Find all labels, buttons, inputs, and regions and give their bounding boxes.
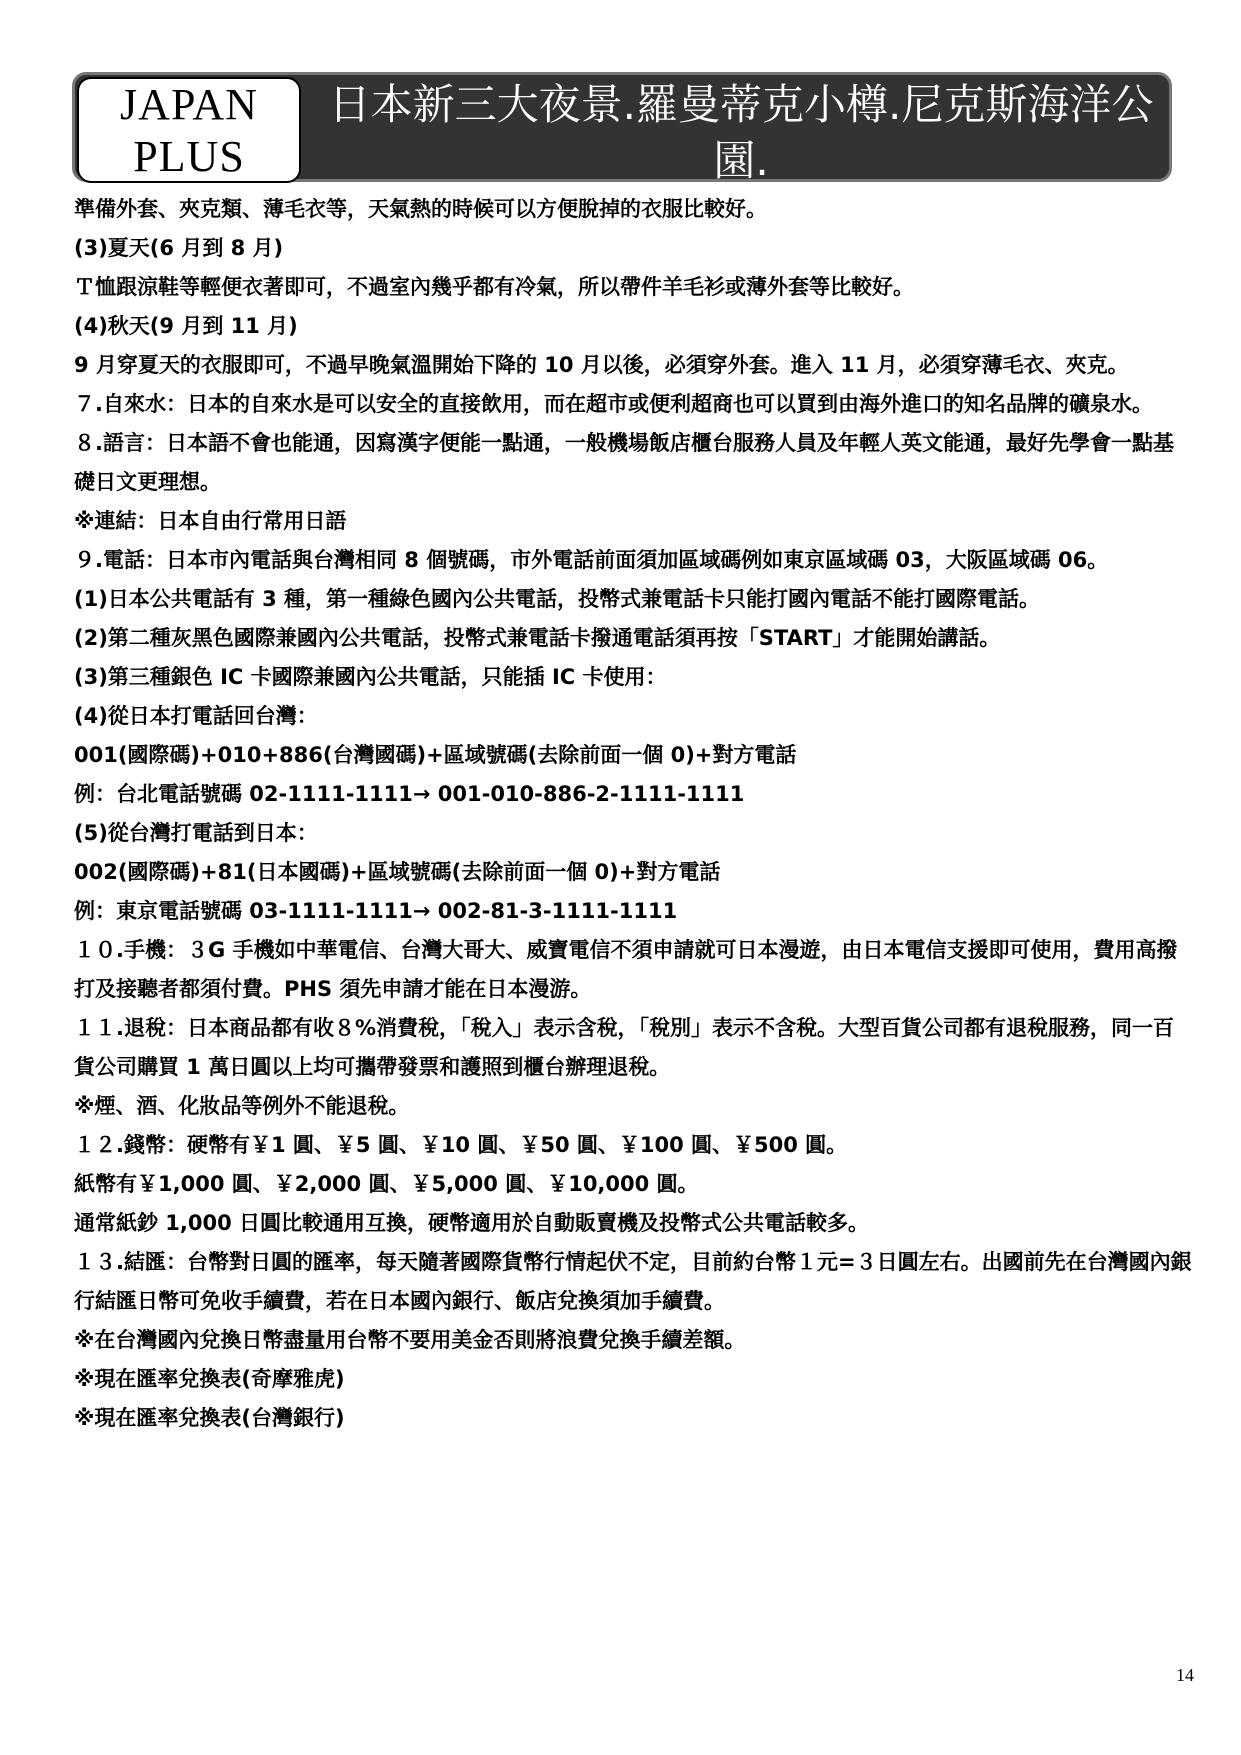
page-number: 14	[1176, 1665, 1194, 1685]
paragraph: (5)從台灣打電話到日本：	[74, 821, 318, 845]
link-exchange-rate-bank-of-taiwan[interactable]: ※現在匯率兌換表(台灣銀行)	[74, 1406, 345, 1430]
paragraph: (1)日本公共電話有 3 種，第一種綠色國內公共電話，投幣式兼電話卡只能打國內電話不能打國際電話。	[74, 587, 1041, 611]
paragraph: (2)第二種灰黑色國際兼國內公共電話，投幣式兼電話卡撥通電話須再按「START」才能開始講話。	[74, 626, 1001, 650]
tour-title-line-2: 北海道溫泉五日	[593, 188, 888, 237]
paragraph: (3)第三種銀色 IC 卡國際兼國內公共電話，只能插 IC 卡使用：	[74, 665, 667, 689]
paragraph: ８.語言：日本語不會也能通，因寫漢字便能一點通，一般機場飯店櫃台服務人員及年輕人英文能通，最好先學會一點基礎日文更理想。	[74, 431, 1174, 494]
paragraph: 9 月穿夏天的衣服即可，不過早晚氣溫開始下降的 10 月以後，必須穿外套。進入 11 月，必須穿薄毛衣、夾克。	[74, 353, 1129, 377]
paragraph: 例：台北電話號碼 02-1111-1111→ 001-010-886-2-1111-1111	[74, 782, 745, 806]
paragraph: 例：東京電話號碼 03-1111-1111→ 002-81-3-1111-1111	[74, 899, 678, 923]
paragraph: ※煙、酒、化妝品等例外不能退稅。	[74, 1094, 410, 1118]
paragraph: １２.錢幣：硬幣有￥1 圓、￥5 圓、￥10 圓、￥50 圓、￥100 圓、￥500 圓。	[74, 1133, 848, 1157]
paragraph: 準備外套、夾克類、薄毛衣等，天氣熱的時候可以方便脫掉的衣服比較好。	[74, 197, 767, 221]
logo-line-1: JAPAN	[120, 80, 258, 129]
tour-title-line-1: 日本新三大夜景.羅曼蒂克小樽.尼克斯海洋公園.	[328, 80, 1154, 185]
link-exchange-rate-yahoo[interactable]: ※現在匯率兌換表(奇摩雅虎)	[74, 1367, 345, 1391]
paragraph: 002(國際碼)+81(日本國碼)+區域號碼(去除前面一個 0)+對方電話	[74, 860, 721, 884]
paragraph: 001(國際碼)+010+886(台灣國碼)+區域號碼(去除前面一個 0)+對方電話	[74, 743, 797, 767]
paragraph: ７.自來水：日本的自來水是可以安全的直接飲用，而在超市或便利超商也可以買到由海外進口的知名品牌的礦泉水。	[74, 392, 1153, 416]
paragraph: (3)夏天(6 月到 8 月)	[74, 236, 284, 260]
logo-line-2: PLUS	[133, 132, 245, 181]
paragraph: ※在台灣國內兌換日幣盡量用台幣不要用美金否則將浪費兌換手續差額。	[74, 1328, 746, 1352]
paragraph: １０.手機：３G 手機如中華電信、台灣大哥大、威寶電信不須申請就可日本漫遊，由日本電信支援即可使用，費用高撥打及接聽者都須付費。PHS 須先申請才能在日本漫游。	[74, 938, 1178, 1001]
document-body	[74, 190, 1194, 1438]
paragraph: (4)從日本打電話回台灣：	[74, 704, 318, 728]
paragraph: 紙幣有￥1,000 圓、￥2,000 圓、￥5,000 圓、￥10,000 圓。	[74, 1172, 699, 1196]
paragraph: １３.結匯：台幣對日圓的匯率，每天隨著國際貨幣行情起伏不定，目前約台幣１元=３日圓左右。出國前先在台灣國內銀行結匯日幣可免收手續費，若在日本國內銀行、飯店兌換須加手續費。	[74, 1250, 1192, 1313]
paragraph: Ｔ恤跟涼鞋等輕便衣著即可，不過室內幾乎都有冷氣，所以帶件羊毛衫或薄外套等比較好。	[74, 275, 914, 299]
paragraph: (4)秋天(9 月到 11 月)	[74, 314, 298, 338]
paragraph: 通常紙鈔 1,000 日圓比較通用互換，硬幣適用於自動販賣機及投幣式公共電話較多。	[74, 1211, 870, 1235]
paragraph: １１.退稅：日本商品都有收８%消費稅，「稅入」表示含稅，「稅別」表示不含稅。大型百貨公司都有退稅服務，同一百貨公司購買 1 萬日圓以上均可攜帶發票和護照到櫃台辦理退稅。	[74, 1016, 1175, 1079]
paragraph: ９.電話：日本市內電話與台灣相同 8 個號碼，市外電話前面須加區域碼例如東京區域碼 03，大阪區域碼 06。	[74, 548, 1109, 572]
japan-plus-logo	[77, 77, 301, 183]
link-japanese-phrases[interactable]: ※連結：日本自由行常用日語	[74, 509, 347, 533]
